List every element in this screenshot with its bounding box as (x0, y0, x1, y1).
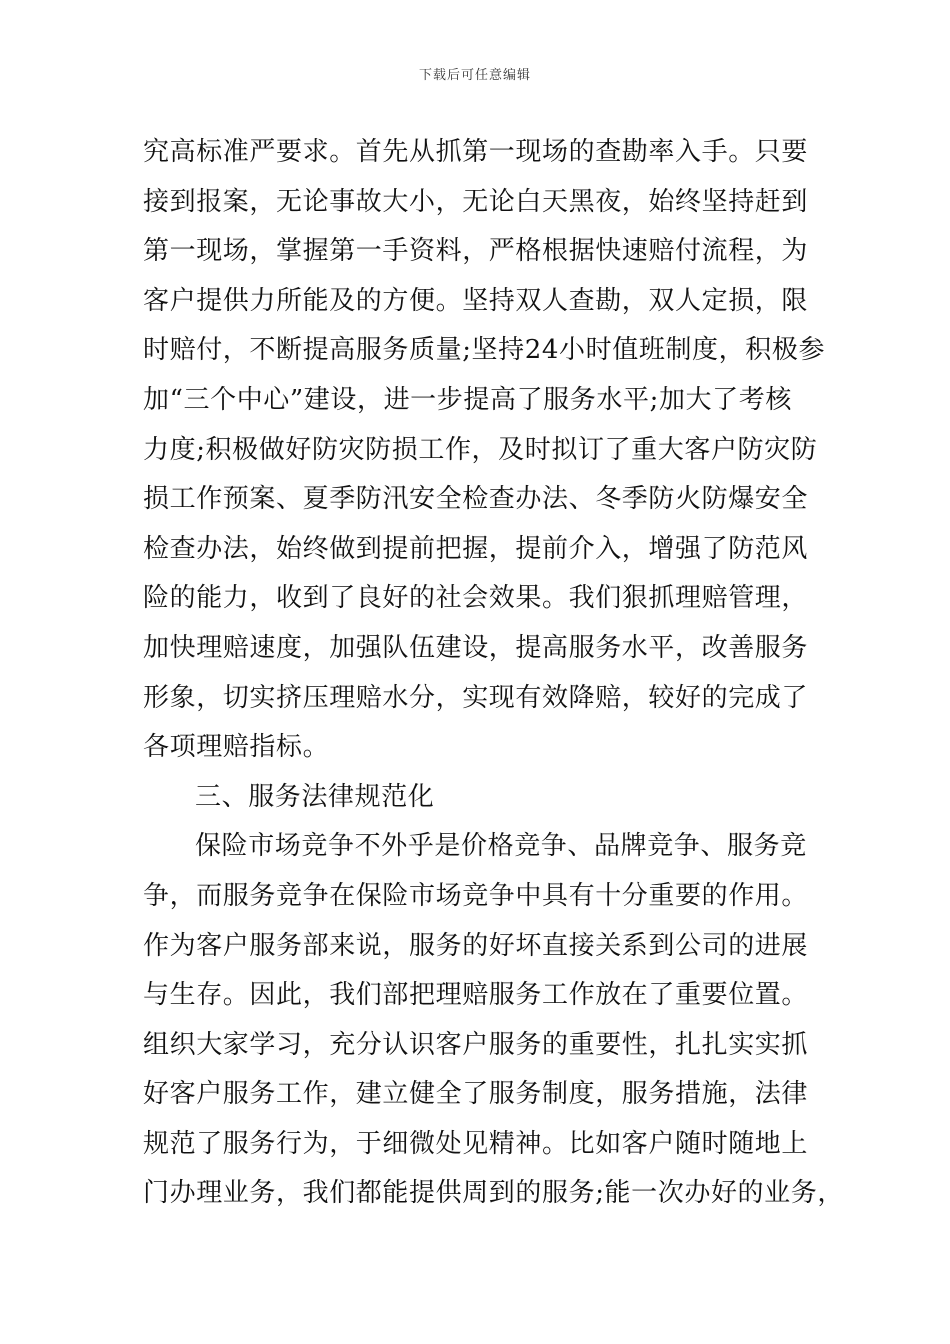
text-line: 与生存。因此，我们部把理赔服务工作放在了重要位置。 (143, 980, 809, 1011)
paragraph-first-line: 保险市场竞争不外乎是价格竞争、品牌竞争、服务竞 (195, 831, 807, 862)
text-line: 各项理赔指标。 (143, 732, 330, 763)
text-line: 第一现场，掌握第一手资料，严格根据快速赔付流程，为 (143, 236, 809, 267)
text-line: 客户提供力所能及的方便。坚持双人查勘，双人定损，限 (143, 285, 809, 316)
text-line: 加快理赔速度，加强队伍建设，提高服务水平，改善服务 (143, 632, 809, 663)
text-line: 接到报案，无论事故大小，无论白天黑夜，始终坚持赶到 (143, 186, 809, 217)
text-line: 门办理业务，我们都能提供周到的服务;能一次办好的业务， (143, 1178, 844, 1209)
document-body (143, 128, 844, 1219)
text-line: 组织大家学习，充分认识客户服务的重要性，扎扎实实抓 (143, 1029, 809, 1060)
text-line: 形象，切实挤压理赔水分，实现有效降赔，较好的完成了 (143, 682, 809, 713)
text-line: 险的能力，收到了良好的社会效果。我们狠抓理赔管理， (143, 583, 809, 614)
text-line: 加“三个中心”建设，进一步提高了服务水平;加大了考核 (143, 384, 792, 415)
text-line: 时赔付，不断提高服务质量;坚持24小时值班制度，积极参 (143, 335, 826, 366)
text-line: 检查办法，始终做到提前把握，提前介入，增强了防范风 (143, 533, 809, 564)
text-line: 规范了服务行为，于细微处见精神。比如客户随时随地上 (143, 1128, 809, 1159)
text-line: 究高标准严要求。首先从抓第一现场的查勘率入手。只要 (143, 137, 809, 167)
text-line: 作为客户服务部来说，服务的好坏直接关系到公司的进展 (143, 930, 809, 961)
text-line: 好客户服务工作，建立健全了服务制度，服务措施，法律 (143, 1079, 809, 1110)
text-line: 争，而服务竞争在保险市场竞争中具有十分重要的作用。 (143, 880, 809, 911)
section-heading: 三、服务法律规范化 (195, 781, 435, 812)
text-line: 力度;积极做好防灾防损工作，及时拟订了重大客户防灾防 (143, 434, 818, 465)
text-line: 损工作预案、夏季防汛安全检查办法、冬季防火防爆安全 (143, 484, 809, 515)
page-header: 下载后可任意编辑 (418, 68, 531, 83)
